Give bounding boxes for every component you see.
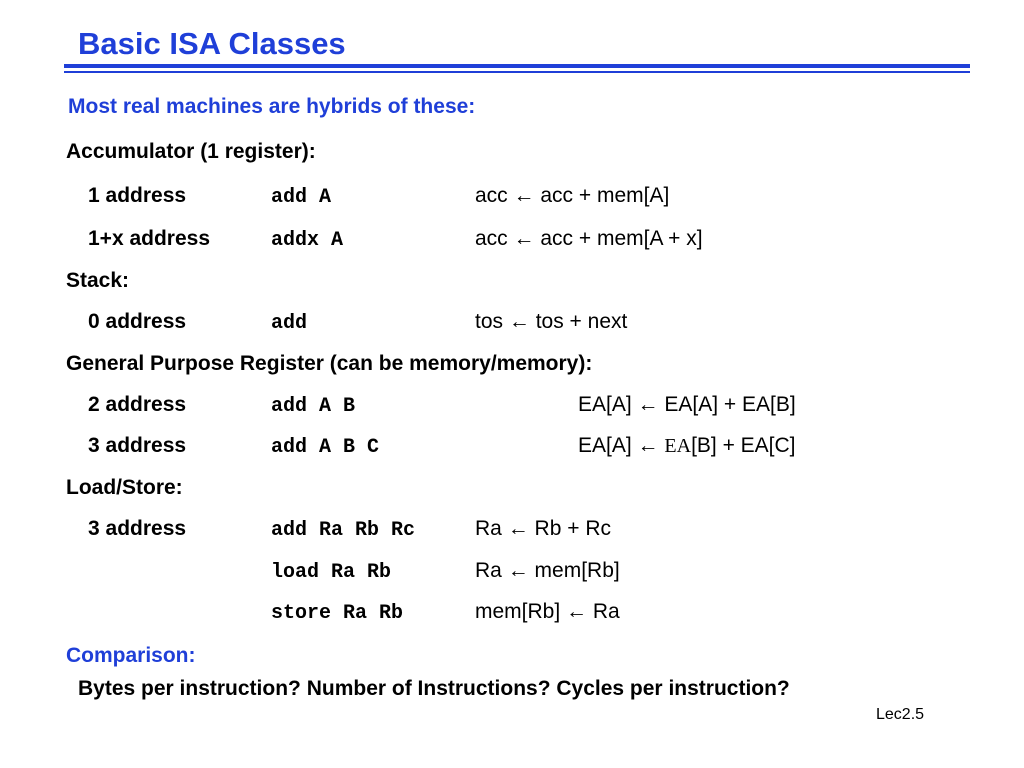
ls-row-3-code: store Ra Rb <box>271 602 404 625</box>
slide-number: Lec2.5 <box>876 706 925 723</box>
title-rule-thick <box>64 64 970 68</box>
gpr-row-1-expr: EA[A] + EA[B] <box>664 393 796 416</box>
slide-subtitle: Most real machines are hybrids of these: <box>68 95 476 118</box>
accumulator-heading: Accumulator (1 register): <box>66 140 316 163</box>
ls-row-2-dest: Ra <box>475 559 502 582</box>
assign-arrow-icon: ← <box>507 559 529 582</box>
gpr-row-1-dest: EA[A] <box>578 393 632 416</box>
assign-arrow-icon: ← <box>508 310 530 333</box>
stack-heading: Stack: <box>66 269 130 292</box>
ls-row-1-code: add Ra Rb Rc <box>271 519 416 542</box>
ls-row-1-label: 3 address <box>88 517 187 540</box>
assign-arrow-icon: ← <box>513 227 535 250</box>
acc-row-2-code: addx A <box>271 229 344 252</box>
gpr-row-2-code: add A B C <box>271 436 380 459</box>
comparison-heading: Comparison: <box>66 644 196 667</box>
acc-row-1-code: add A <box>271 186 332 209</box>
ls-row-3-dest: mem[Rb] <box>475 600 561 623</box>
ls-row-1-expr: Rb + Rc <box>534 517 611 540</box>
acc-row-1-expr: acc + mem[A] <box>540 184 670 207</box>
gpr-row-1-label: 2 address <box>88 393 187 416</box>
acc-row-2-dest: acc <box>475 227 508 250</box>
gpr-row-2-dest: EA[A] <box>578 434 632 457</box>
ls-row-3-semantics <box>475 600 620 624</box>
assign-arrow-icon: ← <box>566 600 588 623</box>
assign-arrow-icon: ← <box>637 393 659 416</box>
stack-row-1-code: add <box>271 312 308 335</box>
ls-row-2-expr: mem[Rb] <box>534 559 620 582</box>
gpr-heading: General Purpose Register (can be memory/memory): <box>66 352 593 375</box>
acc-row-2-expr: acc + mem[A + x] <box>540 227 703 250</box>
gpr-row-1-semantics <box>578 393 796 417</box>
stack-row-1-dest: tos <box>475 310 504 333</box>
acc-row-1-semantics <box>475 184 669 208</box>
gpr-row-2-semantics <box>578 434 796 458</box>
ls-row-2-code: load Ra Rb <box>271 561 392 584</box>
stack-row-1-semantics <box>475 310 627 334</box>
ls-row-1-semantics <box>475 517 611 541</box>
comparison-questions: Bytes per instruction? Number of Instructions? Cycles per instruction? <box>78 677 790 700</box>
acc-row-1-label: 1 address <box>88 184 187 207</box>
gpr-row-2-expr-rest: [B] + EA[C] <box>691 434 796 457</box>
acc-row-1-dest: acc <box>475 184 508 207</box>
ls-row-1-dest: Ra <box>475 517 502 540</box>
loadstore-heading: Load/Store: <box>66 476 183 499</box>
title-rule-thin <box>64 71 970 73</box>
assign-arrow-icon: ← <box>637 434 659 457</box>
assign-arrow-icon: ← <box>513 184 535 207</box>
gpr-row-2-expr-serif: EA <box>664 435 692 457</box>
acc-row-2-label: 1+x address <box>88 227 211 250</box>
ls-row-3-expr: Ra <box>592 600 620 623</box>
stack-row-1-expr: tos + next <box>535 310 628 333</box>
gpr-row-1-code: add A B <box>271 395 356 418</box>
gpr-row-2-label: 3 address <box>88 434 187 457</box>
assign-arrow-icon: ← <box>507 517 529 540</box>
stack-row-1-label: 0 address <box>88 310 187 333</box>
slide-title: Basic ISA Classes <box>78 26 346 61</box>
ls-row-2-semantics <box>475 559 620 583</box>
acc-row-2-semantics <box>475 227 703 251</box>
